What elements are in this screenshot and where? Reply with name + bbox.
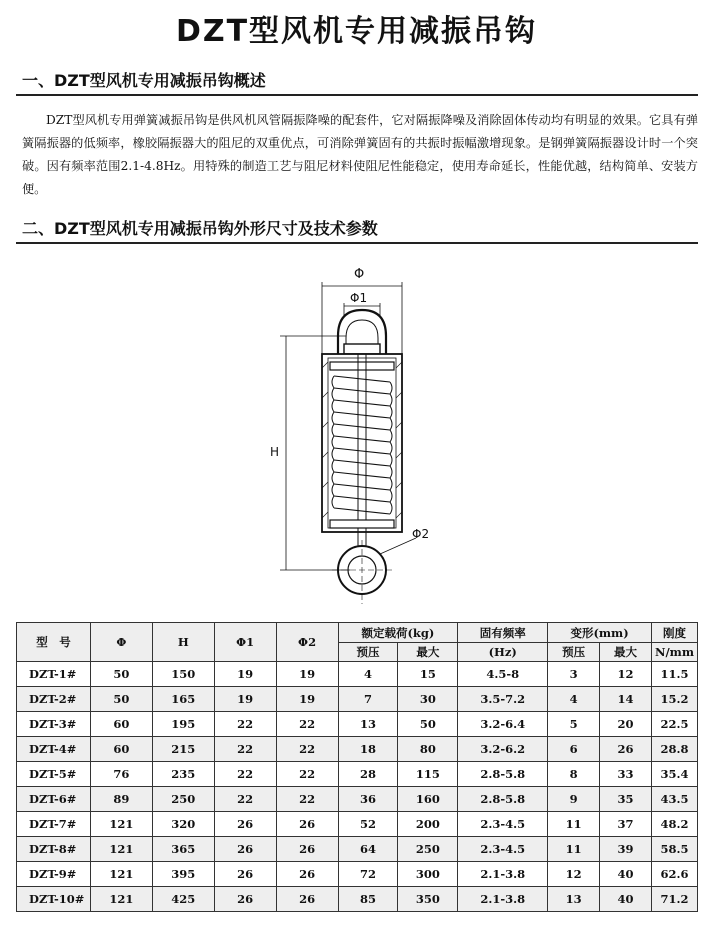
cell-freq: 2.3-4.5 [458, 837, 548, 862]
cell-model: DZT-4# [17, 737, 91, 762]
header-phi1: Φ1 [214, 623, 276, 662]
header-stiff-unit: N/mm [651, 643, 697, 662]
cell-phi2: 22 [276, 787, 338, 812]
header-load: 额定载荷(kg) [338, 623, 458, 643]
table-row [17, 687, 698, 712]
page-title: DZT型风机专用减振吊钩 [175, 14, 538, 49]
cell-load-pre: 28 [338, 762, 398, 787]
cell-load-pre: 18 [338, 737, 398, 762]
hook-drawing [250, 258, 460, 613]
cell-load-max: 50 [398, 712, 458, 737]
section1-heading: 一、DZT型风机专用减振吊钩概述 [22, 71, 266, 90]
cell-load-pre: 85 [338, 887, 398, 912]
cell-model: DZT-9# [17, 862, 91, 887]
table-row [17, 662, 698, 687]
header-h: H [152, 623, 214, 662]
header-deform: 变形(mm) [548, 623, 652, 643]
cell-load-max: 300 [398, 862, 458, 887]
header-model: 型 号 [17, 623, 91, 662]
cell-h: 395 [152, 862, 214, 887]
cell-load-max: 15 [398, 662, 458, 687]
cell-deform-max: 35 [600, 787, 652, 812]
cell-stiffness: 58.5 [651, 837, 697, 862]
cell-phi1: 26 [214, 837, 276, 862]
cell-phi2: 26 [276, 837, 338, 862]
cell-phi: 121 [90, 862, 152, 887]
section2-heading: 二、DZT型风机专用减振吊钩外形尺寸及技术参数 [22, 219, 378, 238]
cell-phi2: 22 [276, 712, 338, 737]
cell-phi1: 22 [214, 737, 276, 762]
cell-model: DZT-3# [17, 712, 91, 737]
cell-phi2: 26 [276, 887, 338, 912]
phi2-label: Φ2 [412, 527, 430, 541]
cell-model: DZT-5# [17, 762, 91, 787]
cell-stiffness: 43.5 [651, 787, 697, 812]
table-row [17, 862, 698, 887]
cell-phi2: 19 [276, 662, 338, 687]
section1-divider [16, 94, 698, 96]
cell-stiffness: 11.5 [651, 662, 697, 687]
cell-phi1: 26 [214, 862, 276, 887]
cell-phi: 121 [90, 887, 152, 912]
cell-model: DZT-6# [17, 787, 91, 812]
cell-phi1: 22 [214, 712, 276, 737]
table-row [17, 837, 698, 862]
cell-load-pre: 13 [338, 712, 398, 737]
cell-load-max: 160 [398, 787, 458, 812]
cell-deform-max: 14 [600, 687, 652, 712]
cell-freq: 2.1-3.8 [458, 862, 548, 887]
cell-stiffness: 15.2 [651, 687, 697, 712]
cell-model: DZT-10# [17, 887, 91, 912]
cell-model: DZT-7# [17, 812, 91, 837]
cell-deform-pre: 3 [548, 662, 600, 687]
cell-h: 425 [152, 887, 214, 912]
cell-phi1: 26 [214, 812, 276, 837]
spec-table [16, 622, 698, 912]
cell-phi2: 22 [276, 737, 338, 762]
cell-phi: 60 [90, 737, 152, 762]
cell-deform-pre: 11 [548, 837, 600, 862]
cell-deform-pre: 8 [548, 762, 600, 787]
cell-freq: 3.2-6.4 [458, 712, 548, 737]
cell-load-pre: 7 [338, 687, 398, 712]
cell-deform-pre: 6 [548, 737, 600, 762]
cell-h: 365 [152, 837, 214, 862]
cell-freq: 3.2-6.2 [458, 737, 548, 762]
cell-freq: 2.8-5.8 [458, 762, 548, 787]
cell-deform-max: 37 [600, 812, 652, 837]
cell-freq: 3.5-7.2 [458, 687, 548, 712]
bottom-plate [330, 520, 394, 528]
cell-stiffness: 22.5 [651, 712, 697, 737]
cell-deform-max: 26 [600, 737, 652, 762]
cell-deform-pre: 5 [548, 712, 600, 737]
cell-deform-max: 40 [600, 887, 652, 912]
cell-phi2: 19 [276, 687, 338, 712]
cell-load-pre: 36 [338, 787, 398, 812]
cell-deform-pre: 4 [548, 687, 600, 712]
cell-load-max: 200 [398, 812, 458, 837]
cell-deform-pre: 13 [548, 887, 600, 912]
table-row [17, 712, 698, 737]
section2-divider [16, 242, 698, 244]
cell-stiffness: 48.2 [651, 812, 697, 837]
cell-deform-pre: 12 [548, 862, 600, 887]
cell-phi: 50 [90, 662, 152, 687]
cell-h: 215 [152, 737, 214, 762]
h-label: H [270, 445, 280, 459]
cell-freq: 2.1-3.8 [458, 887, 548, 912]
cell-model: DZT-8# [17, 837, 91, 862]
table-row [17, 762, 698, 787]
cell-freq: 2.8-5.8 [458, 787, 548, 812]
cell-load-pre: 4 [338, 662, 398, 687]
table-row [17, 737, 698, 762]
cell-load-max: 115 [398, 762, 458, 787]
cell-h: 320 [152, 812, 214, 837]
cell-phi: 76 [90, 762, 152, 787]
spring-housing [322, 354, 402, 532]
cell-model: DZT-1# [17, 662, 91, 687]
cell-load-max: 250 [398, 837, 458, 862]
cell-deform-max: 33 [600, 762, 652, 787]
cell-phi2: 26 [276, 862, 338, 887]
cell-load-max: 30 [398, 687, 458, 712]
header-load-max: 最大 [398, 643, 458, 662]
cell-load-pre: 52 [338, 812, 398, 837]
cell-phi1: 26 [214, 887, 276, 912]
cell-deform-max: 20 [600, 712, 652, 737]
cell-phi: 121 [90, 812, 152, 837]
cell-model: DZT-2# [17, 687, 91, 712]
phi-label: Φ [354, 267, 365, 282]
cell-freq: 2.3-4.5 [458, 812, 548, 837]
cell-load-max: 80 [398, 737, 458, 762]
cell-deform-max: 39 [600, 837, 652, 862]
cell-phi: 50 [90, 687, 152, 712]
table-row [17, 812, 698, 837]
header-stiff: 刚度 [651, 623, 697, 643]
cell-h: 250 [152, 787, 214, 812]
cell-phi1: 19 [214, 662, 276, 687]
table-row [17, 887, 698, 912]
cell-freq: 4.5-8 [458, 662, 548, 687]
cell-h: 165 [152, 687, 214, 712]
cell-deform-pre: 9 [548, 787, 600, 812]
table-row [17, 787, 698, 812]
header-deform-pre: 预压 [548, 643, 600, 662]
cell-phi1: 19 [214, 687, 276, 712]
cell-load-pre: 72 [338, 862, 398, 887]
cell-h: 150 [152, 662, 214, 687]
cell-deform-max: 12 [600, 662, 652, 687]
cell-phi2: 26 [276, 812, 338, 837]
header-freq-unit: (Hz) [458, 643, 548, 662]
cell-phi: 60 [90, 712, 152, 737]
cell-stiffness: 71.2 [651, 887, 697, 912]
cell-stiffness: 35.4 [651, 762, 697, 787]
cell-deform-pre: 11 [548, 812, 600, 837]
top-nut [344, 344, 380, 354]
cell-h: 195 [152, 712, 214, 737]
cell-phi: 121 [90, 837, 152, 862]
spec-table-body [17, 662, 698, 912]
header-deform-max: 最大 [600, 643, 652, 662]
top-plate [330, 362, 394, 370]
phi1-label: Φ1 [350, 291, 368, 305]
cell-stiffness: 28.8 [651, 737, 697, 762]
header-phi2: Φ2 [276, 623, 338, 662]
cell-deform-max: 40 [600, 862, 652, 887]
header-freq: 固有频率 [458, 623, 548, 643]
cell-phi1: 22 [214, 762, 276, 787]
overview-paragraph: DZT型风机专用弹簧减振吊钩是供风机风管隔振降噪的配套件，它对隔振降噪及消除固体传动均有明显的效果。它具有弹簧隔振器的低频率，橡胶隔振器大的阻尼的双重优点，可消除弹簧固有的共振时振幅激增现象。是钢弹簧隔振器设计时一个突破。因有频率范围2.1-4.8Hz。用特殊的制造工艺与阻尼材料使阻尼性能稳定，使用寿命延长，性能优越，结构简单、安装方便。 [22, 113, 698, 196]
cell-stiffness: 62.6 [651, 862, 697, 887]
header-load-pre: 预压 [338, 643, 398, 662]
phi2-leader [380, 538, 416, 554]
cell-phi1: 22 [214, 787, 276, 812]
cell-phi: 89 [90, 787, 152, 812]
header-phi: Φ [90, 623, 152, 662]
cell-phi2: 22 [276, 762, 338, 787]
cell-load-pre: 64 [338, 837, 398, 862]
cell-h: 235 [152, 762, 214, 787]
cell-load-max: 350 [398, 887, 458, 912]
